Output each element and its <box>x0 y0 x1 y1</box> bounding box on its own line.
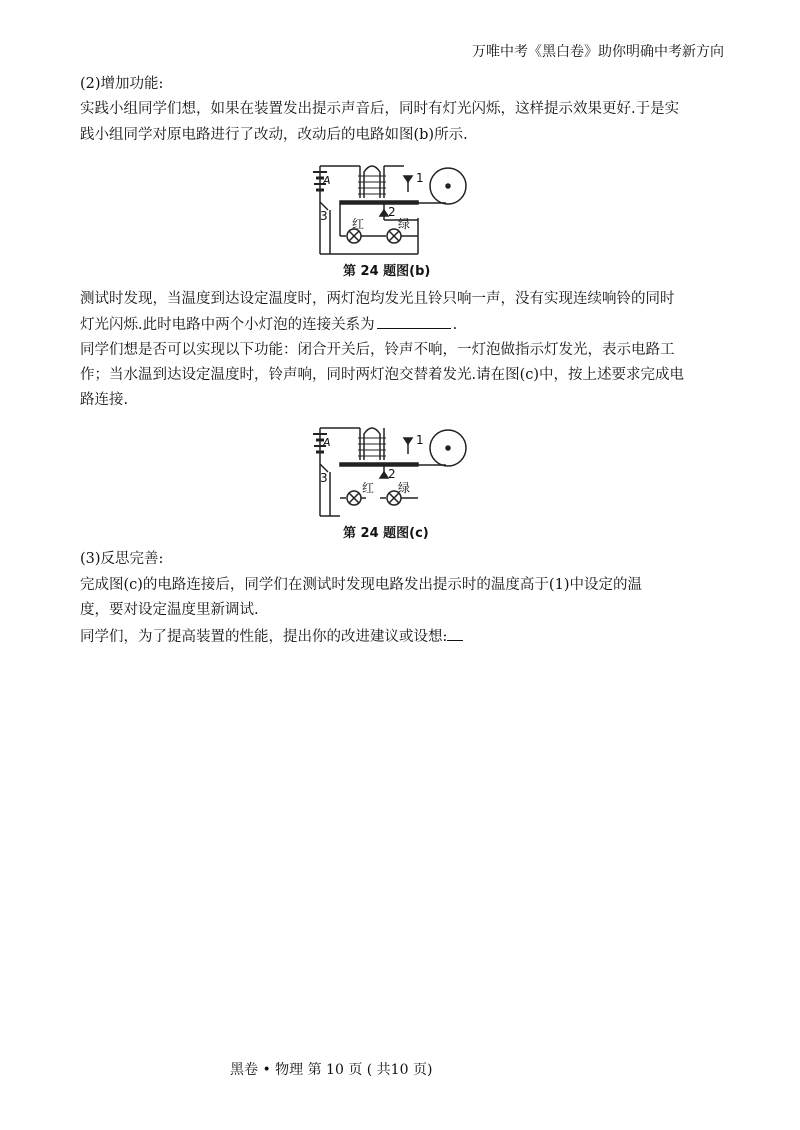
section3-p2-line1 <box>80 626 463 647</box>
circuit-figure-c[interactable] <box>300 420 470 520</box>
page-footer: 黑卷 • 物理 第 10 页 ( 共10 页) <box>230 1062 433 1078</box>
label-A: A <box>323 174 331 187</box>
label-red: 红 <box>352 217 365 231</box>
section3-p2-text: 同学们，为了提高装置的性能，提出你的改进建议或设想: <box>80 629 448 645</box>
label-2: 2 <box>388 467 396 481</box>
section2-p3-line1: 同学们想是否可以实现以下功能：闭合开关后，铃声不响，一灯泡做指示灯发光，表示电路工 <box>80 342 675 358</box>
section2-p2-line2 <box>80 314 457 335</box>
label-red: 红 <box>362 481 375 495</box>
section2-p1-line1: 实践小组同学们想，如果在装置发出提示声音后，同时有灯光闪烁，这样提示效果更好.于是实 <box>80 101 680 117</box>
section2-p1-line2: 践小组同学对原电路进行了改动，改动后的电路如图(b)所示. <box>80 127 468 143</box>
circuit-figure-b <box>300 158 470 258</box>
p2-end: . <box>452 317 458 333</box>
answer-blank-suggestion[interactable] <box>447 626 463 641</box>
section2-title: (2)增加功能: <box>80 76 164 92</box>
p2-text: 灯光闪烁.此时电路中两个小灯泡的连接关系为 <box>80 317 375 333</box>
figure-b-caption: 第 24 题图(b) <box>343 264 431 279</box>
section3-p1-line2: 度，要对设定温度里新调试. <box>80 602 259 618</box>
label-1: 1 <box>416 171 424 185</box>
figure-c-caption: 第 24 题图(c) <box>343 526 429 541</box>
label-3: 3 <box>320 209 328 223</box>
label-2: 2 <box>388 205 396 219</box>
label-1: 1 <box>416 433 424 447</box>
section3-title: (3)反思完善: <box>80 551 164 567</box>
answer-blank-connection[interactable] <box>377 314 451 329</box>
page-header: 万唯中考《黑白卷》助你明确中考新方向 <box>472 44 724 60</box>
section2-p2-line1: 测试时发现，当温度到达设定温度时，两灯泡均发光且铃只响一声，没有实现连续响铃的同时 <box>80 291 675 307</box>
label-A: A <box>323 436 331 449</box>
label-green: 绿 <box>398 217 411 231</box>
label-green: 绿 <box>398 481 411 495</box>
section2-p3-line2: 作；当水温到达设定温度时，铃声响，同时两灯泡交替着发光.请在图(c)中，按上述要求完成电 <box>80 367 685 383</box>
section2-p3-line3: 路连接. <box>80 392 129 408</box>
label-3: 3 <box>320 471 328 485</box>
section3-p1-line1: 完成图(c)的电路连接后，同学们在测试时发现电路发出提示时的温度高于(1)中设定的温 <box>80 577 642 593</box>
